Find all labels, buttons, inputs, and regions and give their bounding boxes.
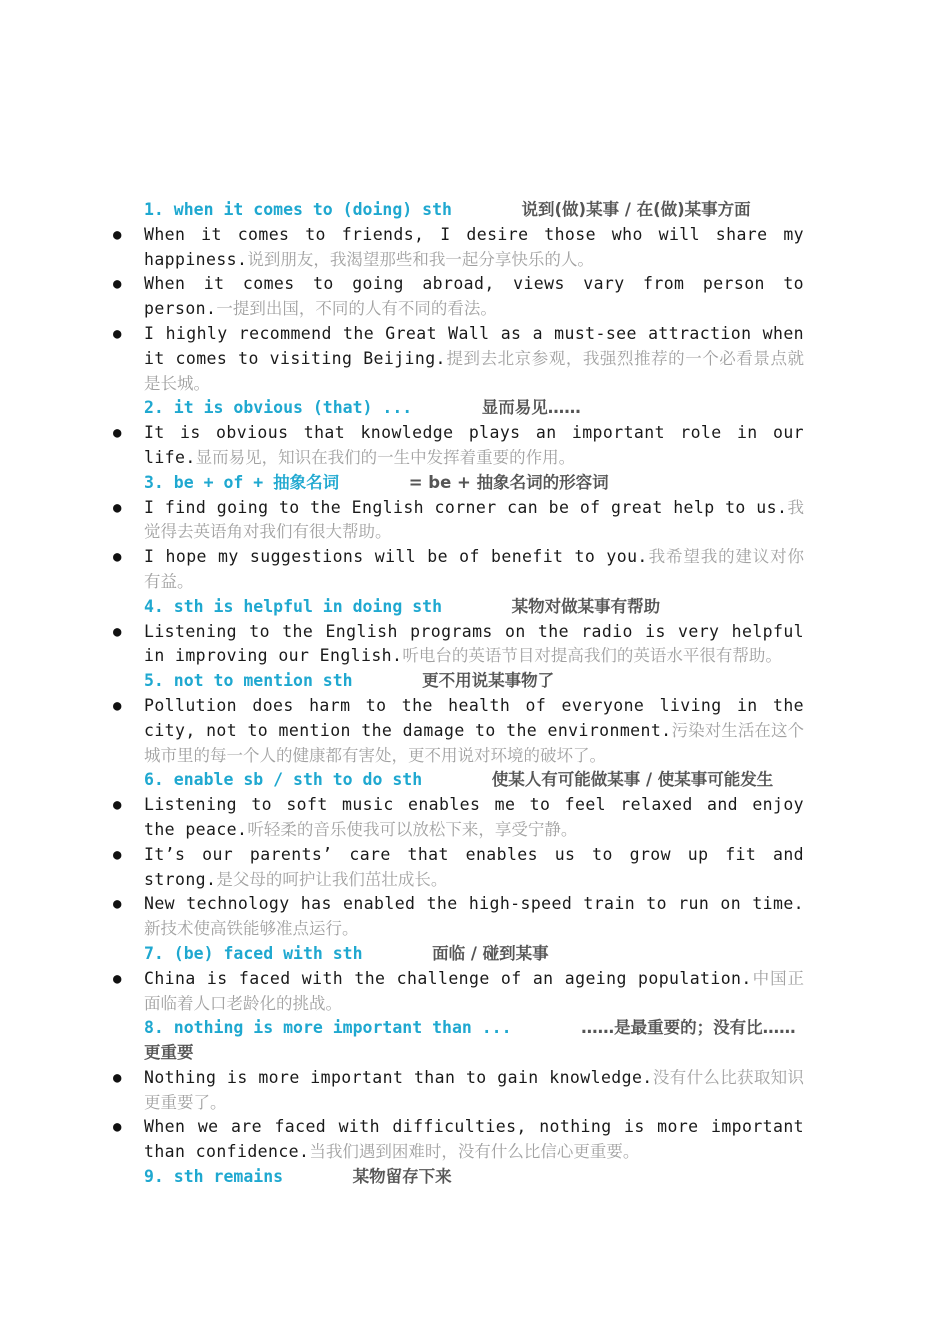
phrase-meaning: 使某人有可能做某事 / 使某事可能发生 xyxy=(491,770,774,790)
phrase-heading-6 xyxy=(0,768,804,793)
example-chinese: 显而易见，知识在我们的一生中发挥着重要的作用。 xyxy=(195,447,576,467)
bullet-icon: ● xyxy=(113,276,122,293)
example-item xyxy=(0,967,804,1017)
phrase-heading-8 xyxy=(0,1016,804,1066)
example-item xyxy=(0,545,804,595)
example-item xyxy=(0,496,804,546)
bullet-icon: ● xyxy=(113,846,122,863)
example-chinese: 我希望我的建议对你有益。 xyxy=(144,547,804,591)
example-item xyxy=(0,272,804,322)
example-english: It’s our parents’ care that enables us to grow up fit and strong. xyxy=(144,844,804,889)
phrase-meaning: 某物留存下来 xyxy=(352,1167,452,1187)
example-chinese: 提到去北京参观，我强烈推荐的一个必看景点就是长城。 xyxy=(144,348,805,393)
example-item xyxy=(0,421,804,471)
bullet-icon: ● xyxy=(113,896,122,913)
example-chinese: 说到朋友，我渴望那些和我一起分享快乐的人。 xyxy=(247,249,594,269)
document-page xyxy=(0,198,950,1190)
phrase-meaning: 面临 / 碰到某事 xyxy=(432,943,549,963)
phrase-heading-5 xyxy=(0,669,804,694)
phrase-meaning: 某物对做某事有帮助 xyxy=(511,596,661,616)
example-item xyxy=(0,793,804,843)
example-item xyxy=(0,694,804,768)
phrase-text: 2. it is obvious (that) ... xyxy=(144,398,413,418)
bullet-icon: ● xyxy=(113,697,122,714)
example-chinese: 一提到出国，不同的人有不同的看法。 xyxy=(216,299,497,319)
example-english: I highly recommend the Great Wall as a must-see attraction when it comes to visiting Beijing. xyxy=(144,323,804,368)
phrase-heading-7 xyxy=(0,942,804,967)
phrase-heading-9 xyxy=(0,1165,804,1190)
example-item xyxy=(0,620,804,670)
example-english: Pollution does harm to the health of everyone living in the city, not to mention the damage to the environment. xyxy=(144,695,804,740)
example-chinese: 听电台的英语节目对提高我们的英语水平很有帮助。 xyxy=(402,646,782,666)
example-chinese: 当我们遇到困难时，没有什么比信心更重要。 xyxy=(309,1142,640,1162)
example-chinese: 污染对生活在这个城市里的每一个人的健康都有害处，更不用说对环境的破坏了。 xyxy=(144,720,804,765)
example-item xyxy=(0,843,804,893)
phrase-heading-1 xyxy=(0,198,804,223)
example-item xyxy=(0,223,804,273)
phrase-heading-4 xyxy=(0,595,804,620)
example-item xyxy=(0,1115,804,1165)
bullet-icon: ● xyxy=(113,970,122,987)
bullet-icon: ● xyxy=(113,623,122,640)
example-english: I hope my suggestions will be of benefit to you. xyxy=(144,547,648,567)
example-english: Listening to soft music enables me to feel relaxed and enjoy the peace. xyxy=(144,795,804,839)
phrase-meaning: ……是最重要的；没有比……更重要 xyxy=(144,1018,796,1063)
bullet-icon: ● xyxy=(113,1069,122,1086)
example-english: Nothing is more important than to gain knowledge. xyxy=(144,1067,653,1087)
phrase-text: 8. nothing is more important than ... xyxy=(144,1018,512,1038)
bullet-icon: ● xyxy=(113,226,122,243)
example-english: It is obvious that knowledge plays an important role in our life. xyxy=(144,423,804,467)
phrase-text: 4. sth is helpful in doing sth xyxy=(144,596,443,616)
phrase-text: 3. be + of + 抽象名词 xyxy=(144,472,340,492)
phrase-meaning: = be + 抽象名词的形容词 xyxy=(408,472,609,492)
example-chinese: 听轻柔的音乐使我可以放松下来，享受宁静。 xyxy=(247,819,578,839)
example-english: When we are faced with difficulties, nothing is more important than confidence. xyxy=(144,1117,804,1162)
phrase-text: 6. enable sb / sth to do sth xyxy=(144,770,423,790)
phrase-meaning: 说到(做)某事 / 在(做)某事方面 xyxy=(521,200,751,219)
example-english: Listening to the English programs on the radio is very helpful in improving our English. xyxy=(144,621,804,666)
bullet-icon: ● xyxy=(113,549,122,566)
phrase-meaning: 显而易见…… xyxy=(481,398,581,418)
example-item xyxy=(0,892,804,942)
example-chinese: 是父母的呵护让我们茁壮成长。 xyxy=(216,869,448,889)
example-chinese: 新技术使高铁能够准点运行。 xyxy=(144,919,359,939)
bullet-icon: ● xyxy=(113,425,122,442)
example-english: When it comes to going abroad, views vary from person to person. xyxy=(144,274,804,319)
example-item xyxy=(0,322,804,396)
phrase-text: 9. sth remains xyxy=(144,1167,284,1187)
bullet-icon: ● xyxy=(113,325,122,342)
example-chinese: 中国正面临着人口老龄化的挑战。 xyxy=(144,968,805,1013)
phrase-text: 5. not to mention sth xyxy=(144,671,353,691)
phrase-heading-3 xyxy=(0,471,804,496)
example-chinese: 我觉得去英语角对我们有很大帮助。 xyxy=(144,497,804,542)
phrase-heading-2 xyxy=(0,396,804,421)
phrase-text: 1. when it comes to (doing) sth xyxy=(144,200,452,219)
example-english: When it comes to friends, I desire those who will share my happiness. xyxy=(144,224,804,269)
example-item xyxy=(0,1066,804,1116)
example-english: New technology has enabled the high-speed train to run on time. xyxy=(144,894,804,914)
bullet-icon: ● xyxy=(113,797,122,814)
phrase-text: 7. (be) faced with sth xyxy=(144,943,363,963)
bullet-icon: ● xyxy=(113,1119,122,1136)
example-chinese: 没有什么比获取知识更重要了。 xyxy=(144,1067,805,1112)
bullet-icon: ● xyxy=(113,499,122,516)
example-english: I find going to the English corner can be of great help to us. xyxy=(144,497,788,517)
phrase-meaning: 更不用说某事物了 xyxy=(422,671,555,691)
example-english: China is faced with the challenge of an ageing population. xyxy=(144,968,752,988)
